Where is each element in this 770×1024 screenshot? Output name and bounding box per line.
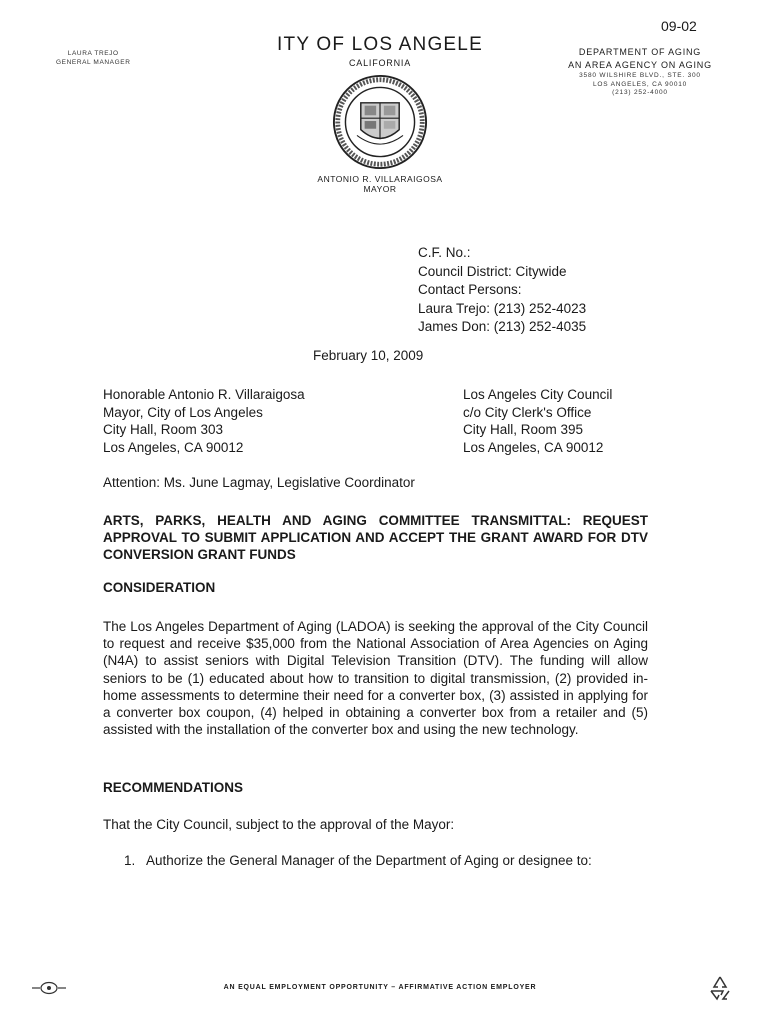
- address-line: Honorable Antonio R. Villaraigosa: [103, 387, 305, 402]
- mayor-block: [240, 174, 520, 194]
- recycle-icon: [706, 974, 734, 1002]
- address-line: City Hall, Room 395: [463, 422, 584, 437]
- recommendation-item: [124, 852, 644, 869]
- recommendations-intro: That the City Council, subject to the approval of the Mayor:: [103, 817, 455, 832]
- address-line: Los Angeles, CA 90012: [463, 439, 604, 455]
- union-bug-icon: [30, 981, 68, 995]
- cf-line: James Don: (213) 252-4035: [418, 319, 587, 334]
- subject-heading: ARTS, PARKS, HEALTH AND AGING COMMITTEE TRANSMITTAL: REQUEST APPROVAL TO SUBMIT APPLICATION AND ACCEPT THE GRANT AWARD FOR DTV CONVERSION GRANT FUNDS: [103, 513, 648, 562]
- cf-line: Contact Persons:: [418, 282, 522, 297]
- cf-line: Council District: Citywide: [418, 263, 567, 279]
- footer-eeo-statement: AN EQUAL EMPLOYMENT OPPORTUNITY – AFFIRMATIVE ACTION EMPLOYER: [223, 984, 537, 991]
- recommendation-text: Authorize the General Manager of the Department of Aging or designee to:: [146, 853, 592, 868]
- addressee-mayor: [103, 386, 305, 456]
- recommendation-number: 1.: [124, 853, 136, 868]
- cf-line: Laura Trejo: (213) 252-4023: [418, 300, 587, 316]
- address-line: Los Angeles, CA 90012: [103, 439, 244, 455]
- addressee-council: [463, 386, 612, 456]
- department-address1: 3580 WILSHIRE BLVD., STE. 300: [579, 72, 701, 79]
- cf-line: C.F. No.:: [418, 245, 471, 260]
- address-line: c/o City Clerk's Office: [463, 404, 592, 420]
- department-header: [560, 46, 720, 98]
- attention-line: Attention: Ms. June Lagmay, Legislative Coordinator: [103, 475, 415, 490]
- department-name: DEPARTMENT OF AGING: [578, 47, 702, 57]
- document-number: 09-02: [661, 18, 697, 34]
- consideration-paragraph: The Los Angeles Department of Aging (LADOA) is seeking the approval of the City Council to request and receive $35,000 from the National Association of Area Agencies on Aging (N4A) to assist seniors with Digital Television Transition (DTV). The funding will allow seniors to be (1) educated about how to transition to digital transmission, (2) provided in-home assessments to determine their need for a converter box, (3) assisted in applying for a converter box coupon, (4) helped in obtaining a converter box from a retailer and (5) assisted with the installation of the converter box and using the new technology.: [103, 619, 648, 738]
- address-line: Los Angeles City Council: [463, 387, 613, 402]
- department-address2: LOS ANGELES, CA 90010: [592, 80, 688, 88]
- recommendations-heading: RECOMMENDATIONS: [103, 780, 243, 795]
- address-line: City Hall, Room 303: [103, 422, 224, 437]
- department-subtitle: AN AREA AGENCY ON AGING: [568, 60, 712, 70]
- mayor-title: MAYOR: [363, 184, 397, 194]
- mayor-name: ANTONIO R. VILLARAIGOSA: [317, 174, 443, 184]
- city-title: ITY OF LOS ANGELE: [277, 34, 483, 55]
- city-seal-icon: [332, 74, 428, 170]
- address-line: Mayor, City of Los Angeles: [103, 404, 263, 420]
- department-phone: (213) 252-4000: [612, 89, 668, 96]
- general-manager-title: GENERAL MANAGER: [56, 59, 131, 66]
- letter-date: February 10, 2009: [313, 348, 424, 363]
- cf-block: [418, 244, 586, 337]
- consideration-heading: CONSIDERATION: [103, 580, 216, 595]
- general-manager-name: LAURA TREJO: [67, 50, 119, 57]
- general-manager-header: [56, 49, 131, 67]
- city-state: CALIFORNIA: [348, 58, 411, 68]
